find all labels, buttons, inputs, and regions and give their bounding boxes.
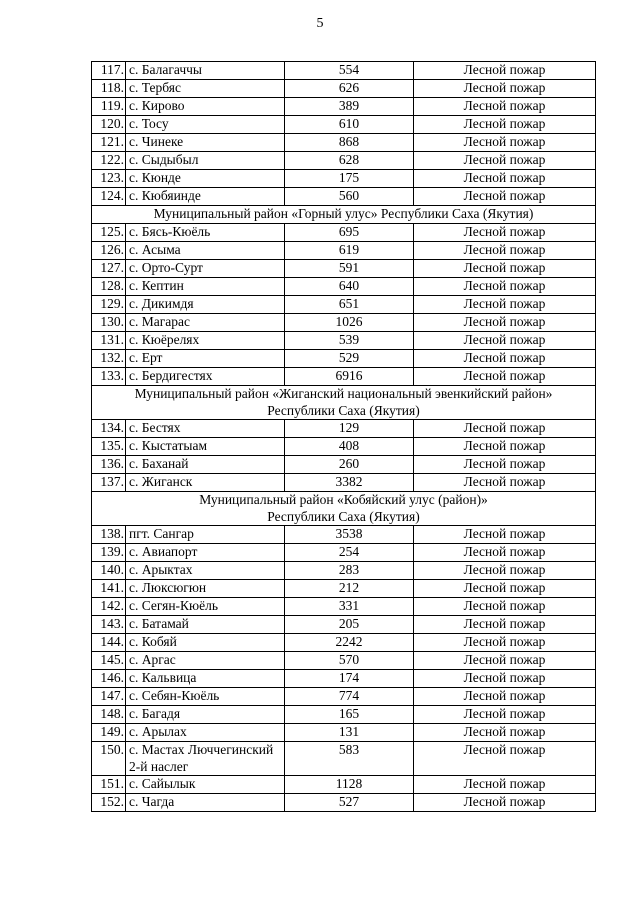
emergency-type: Лесной пожар — [414, 742, 596, 776]
settlement-name: пгт. Сангар — [126, 526, 285, 544]
section-header-row — [92, 206, 596, 224]
emergency-type: Лесной пожар — [414, 706, 596, 724]
section-title-line: Республики Саха (Якутия) — [267, 508, 420, 524]
settlement-name: с. Сайылык — [126, 776, 285, 794]
emergency-type: Лесной пожар — [414, 134, 596, 152]
table-row — [92, 62, 596, 80]
row-number: 137. — [92, 474, 126, 492]
emergency-type: Лесной пожар — [414, 260, 596, 278]
row-number: 141. — [92, 580, 126, 598]
page-number: 5 — [316, 16, 324, 31]
table-row — [92, 742, 596, 776]
table-row — [92, 562, 596, 580]
settlement-name: с. Себян-Кюёль — [126, 688, 285, 706]
row-number: 120. — [92, 116, 126, 134]
row-number: 139. — [92, 544, 126, 562]
table-row — [92, 724, 596, 742]
emergency-type: Лесной пожар — [414, 670, 596, 688]
row-number: 125. — [92, 224, 126, 242]
row-number: 127. — [92, 260, 126, 278]
emergency-type: Лесной пожар — [414, 616, 596, 634]
row-number: 142. — [92, 598, 126, 616]
emergency-type: Лесной пожар — [414, 634, 596, 652]
emergency-type: Лесной пожар — [414, 474, 596, 492]
table-row — [92, 616, 596, 634]
settlement-name: с. Чинеке — [126, 134, 285, 152]
row-number: 140. — [92, 562, 126, 580]
emergency-type: Лесной пожар — [414, 526, 596, 544]
settlement-name: с. Люксюгюн — [126, 580, 285, 598]
row-number: 152. — [92, 794, 126, 812]
table-row — [92, 526, 596, 544]
row-number: 150. — [92, 742, 126, 776]
emergency-type: Лесной пожар — [414, 724, 596, 742]
table-row — [92, 116, 596, 134]
emergency-type: Лесной пожар — [414, 188, 596, 206]
settlement-name: с. Балагаччы — [126, 62, 285, 80]
emergency-type: Лесной пожар — [414, 62, 596, 80]
emergency-type: Лесной пожар — [414, 224, 596, 242]
table-row — [92, 598, 596, 616]
population-value: 165 — [285, 706, 414, 724]
population-value: 175 — [285, 170, 414, 188]
section-title — [92, 206, 596, 224]
settlement-name: с. Арыктах — [126, 562, 285, 580]
settlement-name: с. Багадя — [126, 706, 285, 724]
row-number: 147. — [92, 688, 126, 706]
row-number: 117. — [92, 62, 126, 80]
table-row — [92, 456, 596, 474]
emergency-type: Лесной пожар — [414, 80, 596, 98]
emergency-type: Лесной пожар — [414, 314, 596, 332]
population-value: 1128 — [285, 776, 414, 794]
settlement-name: с. Кептин — [126, 278, 285, 296]
table-row — [92, 794, 596, 812]
settlements-table — [91, 61, 596, 812]
population-value: 774 — [285, 688, 414, 706]
table-row — [92, 706, 596, 724]
row-number: 148. — [92, 706, 126, 724]
row-number: 132. — [92, 350, 126, 368]
settlement-name: с. Авиапорт — [126, 544, 285, 562]
section-title-line: Республики Саха (Якутия) — [267, 402, 420, 418]
row-number: 118. — [92, 80, 126, 98]
row-number: 126. — [92, 242, 126, 260]
settlement-name: с. Кюбяинде — [126, 188, 285, 206]
table-row — [92, 260, 596, 278]
population-value: 331 — [285, 598, 414, 616]
emergency-type: Лесной пожар — [414, 688, 596, 706]
row-number: 144. — [92, 634, 126, 652]
row-number: 131. — [92, 332, 126, 350]
row-number: 143. — [92, 616, 126, 634]
settlement-name: с. Сыдыбыл — [126, 152, 285, 170]
population-value: 695 — [285, 224, 414, 242]
row-number: 134. — [92, 420, 126, 438]
population-value: 527 — [285, 794, 414, 812]
row-number: 130. — [92, 314, 126, 332]
table-row — [92, 544, 596, 562]
emergency-type: Лесной пожар — [414, 242, 596, 260]
settlement-name: с. Арылах — [126, 724, 285, 742]
population-value: 868 — [285, 134, 414, 152]
population-value: 539 — [285, 332, 414, 350]
section-header-row — [92, 386, 596, 420]
row-number: 129. — [92, 296, 126, 314]
row-number: 151. — [92, 776, 126, 794]
row-number: 121. — [92, 134, 126, 152]
settlement-name: с. Батамай — [126, 616, 285, 634]
settlement-name: с. Жиганск — [126, 474, 285, 492]
section-title-line: Муниципальный район «Жиганский национальный эвенкийский район» — [134, 386, 553, 401]
settlement-name: с. Тербяс — [126, 80, 285, 98]
table-row — [92, 350, 596, 368]
settlement-name: с. Тосу — [126, 116, 285, 134]
table-row — [92, 420, 596, 438]
settlement-name: с. Сегян-Кюёль — [126, 598, 285, 616]
population-value: 610 — [285, 116, 414, 134]
section-title — [92, 492, 596, 526]
section-title — [92, 386, 596, 420]
row-number: 119. — [92, 98, 126, 116]
settlement-name: с. Аргас — [126, 652, 285, 670]
table-row — [92, 688, 596, 706]
population-value: 651 — [285, 296, 414, 314]
population-value: 570 — [285, 652, 414, 670]
population-value: 628 — [285, 152, 414, 170]
table-row — [92, 242, 596, 260]
section-title-line: Муниципальный район «Горный улус» Республики Саха (Якутия) — [153, 206, 534, 221]
emergency-type: Лесной пожар — [414, 152, 596, 170]
table-row — [92, 314, 596, 332]
emergency-type: Лесной пожар — [414, 420, 596, 438]
population-value: 6916 — [285, 368, 414, 386]
emergency-type: Лесной пожар — [414, 598, 596, 616]
emergency-type: Лесной пожар — [414, 438, 596, 456]
settlement-name: с. Дикимдя — [126, 296, 285, 314]
table-row — [92, 98, 596, 116]
row-number: 124. — [92, 188, 126, 206]
table-row — [92, 368, 596, 386]
emergency-type: Лесной пожар — [414, 368, 596, 386]
row-number: 123. — [92, 170, 126, 188]
settlement-name: с. Кальвица — [126, 670, 285, 688]
row-number: 146. — [92, 670, 126, 688]
emergency-type: Лесной пожар — [414, 580, 596, 598]
population-value: 174 — [285, 670, 414, 688]
population-value: 626 — [285, 80, 414, 98]
population-value: 591 — [285, 260, 414, 278]
row-number: 122. — [92, 152, 126, 170]
settlement-name: с. Кирово — [126, 98, 285, 116]
settlement-name: с. Бердигестях — [126, 368, 285, 386]
row-number: 128. — [92, 278, 126, 296]
population-value: 640 — [285, 278, 414, 296]
emergency-type: Лесной пожар — [414, 350, 596, 368]
population-value: 129 — [285, 420, 414, 438]
table-row — [92, 474, 596, 492]
table-row — [92, 152, 596, 170]
settlement-name: с. Асыма — [126, 242, 285, 260]
population-value: 2242 — [285, 634, 414, 652]
table-row — [92, 580, 596, 598]
table-row — [92, 438, 596, 456]
settlement-name: с. Мастах Люччегинский 2-й наслег — [126, 742, 285, 776]
emergency-type: Лесной пожар — [414, 332, 596, 350]
population-value: 583 — [285, 742, 414, 776]
table-row — [92, 652, 596, 670]
population-value: 3382 — [285, 474, 414, 492]
settlement-name: с. Бясь-Кюёль — [126, 224, 285, 242]
settlement-name: с. Ерт — [126, 350, 285, 368]
table-row — [92, 278, 596, 296]
settlement-name: с. Магарас — [126, 314, 285, 332]
table-row — [92, 188, 596, 206]
emergency-type: Лесной пожар — [414, 776, 596, 794]
row-number: 133. — [92, 368, 126, 386]
population-value: 260 — [285, 456, 414, 474]
population-value: 560 — [285, 188, 414, 206]
population-value: 389 — [285, 98, 414, 116]
emergency-type: Лесной пожар — [414, 278, 596, 296]
population-value: 283 — [285, 562, 414, 580]
emergency-type: Лесной пожар — [414, 562, 596, 580]
table-row — [92, 776, 596, 794]
population-value: 131 — [285, 724, 414, 742]
population-value: 254 — [285, 544, 414, 562]
settlement-name: с. Кюёрелях — [126, 332, 285, 350]
table-row — [92, 634, 596, 652]
emergency-type: Лесной пожар — [414, 456, 596, 474]
table-row — [92, 170, 596, 188]
table-row — [92, 80, 596, 98]
table-row — [92, 670, 596, 688]
population-value: 3538 — [285, 526, 414, 544]
table-row — [92, 296, 596, 314]
row-number: 136. — [92, 456, 126, 474]
emergency-type: Лесной пожар — [414, 98, 596, 116]
row-number: 138. — [92, 526, 126, 544]
section-title-line: Муниципальный район «Кобяйский улус (район)» — [199, 492, 488, 507]
settlement-name: с. Баханай — [126, 456, 285, 474]
settlement-name: с. Кюнде — [126, 170, 285, 188]
emergency-type: Лесной пожар — [414, 544, 596, 562]
emergency-type: Лесной пожар — [414, 170, 596, 188]
settlement-name: с. Бестях — [126, 420, 285, 438]
table-body — [92, 62, 596, 812]
settlement-name: с. Орто-Сурт — [126, 260, 285, 278]
settlement-name: с. Кыстатыам — [126, 438, 285, 456]
row-number: 145. — [92, 652, 126, 670]
emergency-type: Лесной пожар — [414, 794, 596, 812]
section-header-row — [92, 492, 596, 526]
population-value: 554 — [285, 62, 414, 80]
population-value: 205 — [285, 616, 414, 634]
population-value: 408 — [285, 438, 414, 456]
population-value: 1026 — [285, 314, 414, 332]
population-value: 529 — [285, 350, 414, 368]
emergency-type: Лесной пожар — [414, 652, 596, 670]
table-row — [92, 134, 596, 152]
population-value: 212 — [285, 580, 414, 598]
population-value: 619 — [285, 242, 414, 260]
settlement-name: с. Чагда — [126, 794, 285, 812]
row-number: 135. — [92, 438, 126, 456]
row-number: 149. — [92, 724, 126, 742]
emergency-type: Лесной пожар — [414, 296, 596, 314]
table-row — [92, 332, 596, 350]
emergency-type: Лесной пожар — [414, 116, 596, 134]
table-row — [92, 224, 596, 242]
settlement-name: с. Кобяй — [126, 634, 285, 652]
